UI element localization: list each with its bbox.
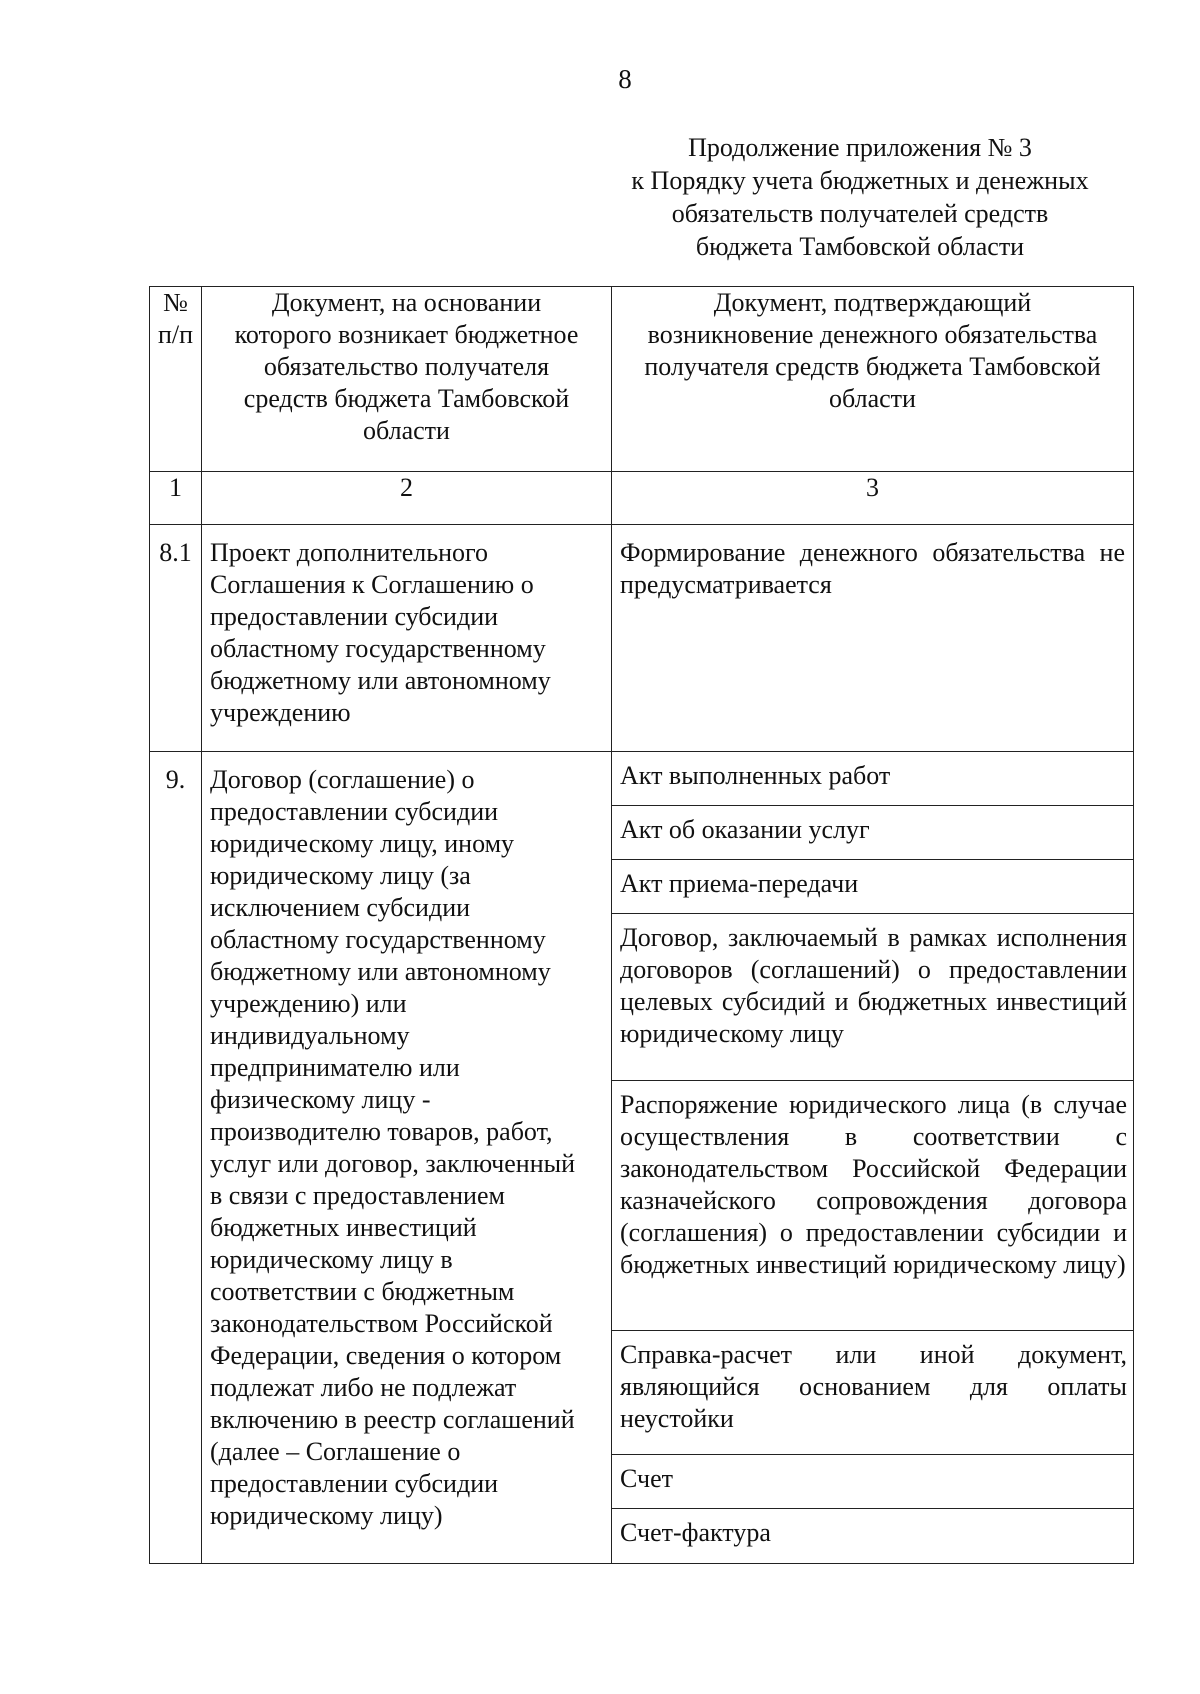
table-row	[150, 752, 1134, 1564]
header-basis-document: Документ, на основании которого возникает бюджетное обязательство получателя средств бюджета Тамбовской области	[202, 287, 612, 472]
heading-line: Продолжение приложения № 3	[688, 133, 1032, 162]
header-number: № п/п	[150, 287, 202, 472]
row-number: 9.	[150, 752, 202, 1564]
row-number: 8.1	[150, 525, 202, 752]
page-number: 8	[618, 64, 632, 94]
heading-line: обязательств получателей средств	[671, 199, 1049, 228]
confirming-document: Счет-фактура	[620, 1518, 771, 1547]
appendix-heading	[590, 131, 1130, 263]
header-confirming-document: Документ, подтверждающий возникновение денежного обязательства получателя средств бюджета Тамбовской области	[612, 287, 1134, 472]
confirming-document: Акт выполненных работ	[612, 752, 1133, 806]
column-number: 3	[612, 472, 1134, 525]
obligations-table	[149, 286, 1134, 1564]
confirming-documents	[612, 752, 1134, 1564]
confirming-document: Справка-расчет или иной документ, являющийся основанием для оплаты неустойки	[612, 1331, 1133, 1455]
confirming-document: Договор, заключаемый в рамках исполнения договоров (соглашений) о предоставлении целевых субсидий и бюджетных инвестиций юридическому лицу	[612, 914, 1133, 1081]
table-row	[150, 525, 1134, 752]
confirming-document: Акт приема-передачи	[612, 860, 1133, 914]
column-number-row	[150, 472, 1134, 525]
column-number: 1	[150, 472, 202, 525]
confirming-document: Счет	[612, 1455, 1133, 1509]
heading-line: бюджета Тамбовской области	[695, 232, 1025, 261]
confirming-document: Акт об оказании услуг	[612, 806, 1133, 860]
basis-document: Договор (соглашение) о предоставлении субсидии юридическому лицу, иному юридическому лицу (за исключением субсидии областному государственному бюджетному или автономному учреждению) или индивидуальному предпринимателю или физическому лицу - производителю товаров, работ, услуг или договор, заключенный в связи с предоставлением бюджетных инвестиций юридическому лицу в соответствии с бюджетным законодательством Российской Федерации, сведения о котором подлежат либо не подлежат включению в реестр соглашений (далее – Соглашение о предоставлении субсидии юридическому лицу)	[202, 752, 612, 1564]
confirming-document: Формирование денежного обязательства не предусматривается	[612, 525, 1134, 752]
basis-document: Проект дополнительного Соглашения к Соглашению о предоставлении субсидии областному государственному бюджетному или автономному учреждению	[202, 525, 612, 752]
heading-line: к Порядку учета бюджетных и денежных	[631, 166, 1089, 195]
table-header-row	[150, 287, 1134, 472]
confirming-document: Распоряжение юридического лица (в случае осуществления в соответствии с законодательством Российской Федерации казначейского сопровождения договора (соглашения) о предоставлении субсидии и бюджетных инвестиций юридическому лицу)	[612, 1081, 1133, 1331]
column-number: 2	[202, 472, 612, 525]
